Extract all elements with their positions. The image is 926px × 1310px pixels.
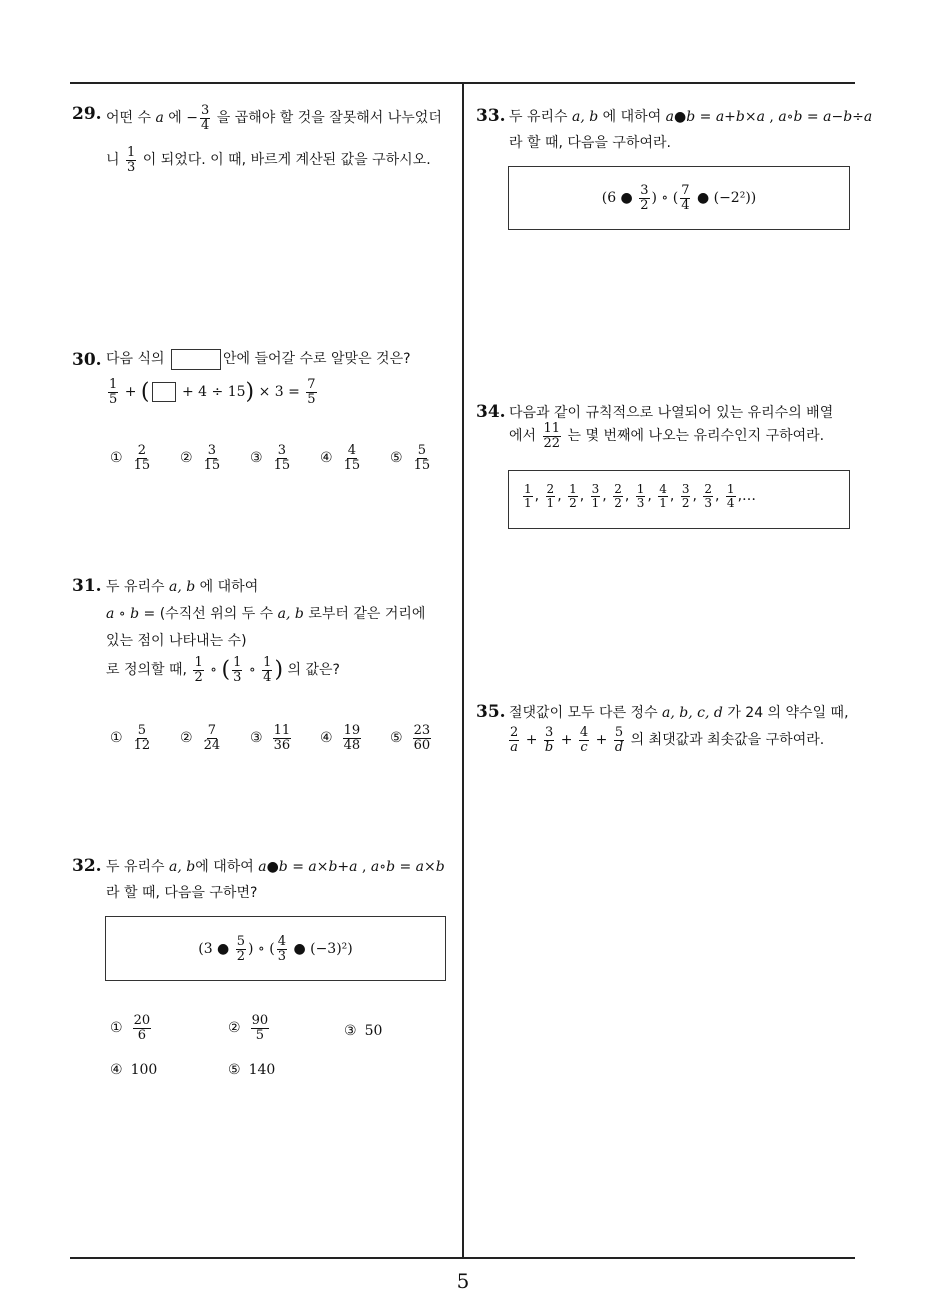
- question-text: 에서 $\frac{11}{22}$ 는 몇 번째에 나오는 유리수인지 구하여라.: [509, 421, 825, 451]
- question-number: 35.: [476, 702, 506, 722]
- option-3[interactable]: ③ $\frac{11}{36}$: [250, 723, 291, 753]
- fraction: $\frac{11}{22}$: [543, 421, 561, 451]
- expression: $\frac{2}{a}$ + $\frac{3}{b}$ + $\frac{4}{c}$ + $\frac{5}{d}$ 의 최댓값과 최솟값을 구하여라.: [510, 725, 825, 755]
- option-2[interactable]: ② $\frac{3}{15}$: [180, 443, 221, 473]
- fraction: $\frac{1}{2}$: [194, 655, 203, 685]
- option-4[interactable]: ④ 100: [110, 1062, 158, 1078]
- question-text: 다음과 같이 규칙적으로 나열되어 있는 유리수의 배열: [509, 405, 834, 421]
- sequence: $\frac{1}{1}$ , $\frac{2}{1}$ , $\frac{1}{2}$ , $\frac{3}{1}$ , $\frac{2}{2}$ , $\frac{1}{3}$ , $\frac{4}{1}$ , $\frac{3}{2}$ , $\frac{2}{3}$ , $\frac{1}{4}$ ,…: [524, 482, 757, 510]
- page-number: 5: [456, 1269, 470, 1293]
- expression: (3 ● $\frac{5}{2}$ ) ∘ ( $\frac{4}{3}$ ● (−3)²): [198, 934, 353, 964]
- expression: (6 ● $\frac{3}{2}$ ) ∘ ( $\frac{7}{4}$ ● (−2²)): [601, 183, 757, 213]
- fraction: $\frac{1}{3}$: [233, 655, 242, 685]
- question-text: 라 할 때, 다음을 구하면?: [106, 885, 258, 901]
- option-3[interactable]: ③ 50: [344, 1023, 383, 1039]
- question-text: 있는 점이 나타내는 수): [106, 633, 247, 649]
- question-number: 33.: [476, 106, 506, 126]
- expression: $\frac{1}{5}$ + ( + 4 ÷ 15) × 3 = $\frac{7}{5}$: [109, 377, 316, 407]
- expression-box: [508, 166, 850, 230]
- question-text: 절댓값이 모두 다른 정수 a, b, c, d 가 24 의 약수일 때,: [509, 705, 849, 721]
- option-2[interactable]: ② $\frac{7}{24}$: [180, 723, 221, 753]
- fraction: $\frac{3}{b}$: [544, 725, 554, 755]
- fraction: $\frac{5}{d}$: [614, 725, 624, 755]
- question-text: 어떤 수 a 에 − $\frac{3}{4}$ 을 곱해야 할 것을 잘못해서 나누었더: [106, 103, 442, 133]
- option-4[interactable]: ④ $\frac{19}{48}$: [320, 723, 361, 753]
- question-number: 31.: [72, 576, 102, 596]
- question-text: 두 유리수 a, b 에 대하여: [106, 579, 259, 595]
- option-1[interactable]: ① $\frac{20}{6}$: [110, 1013, 151, 1043]
- option-3[interactable]: ③ $\frac{3}{15}$: [250, 443, 291, 473]
- fraction: $\frac{3}{4}$: [201, 103, 210, 133]
- expression-box: [105, 916, 446, 981]
- bottom-rule: [70, 1257, 855, 1259]
- fraction: $\frac{4}{c}$: [579, 725, 589, 755]
- fraction: $\frac{7}{5}$: [307, 377, 316, 407]
- sequence-box: [508, 470, 850, 529]
- fraction: $\frac{1}{3}$: [126, 145, 136, 175]
- fraction: $\frac{1}{5}$: [109, 377, 118, 407]
- option-5[interactable]: ⑤ $\frac{5}{15}$: [390, 443, 431, 473]
- question-text: 니 $\frac{1}{3}$ 이 되었다. 이 때, 바르게 계산된 값을 구하시오.: [106, 145, 431, 175]
- blank-box: [171, 349, 221, 370]
- fraction: $\frac{2}{a}$: [510, 725, 519, 755]
- option-1[interactable]: ① $\frac{2}{15}$: [110, 443, 151, 473]
- option-2[interactable]: ② $\frac{90}{5}$: [228, 1013, 269, 1043]
- question-number: 32.: [72, 856, 102, 876]
- question-text: 로 정의할 때, $\frac{1}{2}$ ∘ ( $\frac{1}{3}$ ∘ $\frac{1}{4}$ ) 의 값은?: [106, 655, 340, 685]
- option-1[interactable]: ① $\frac{5}{12}$: [110, 723, 151, 753]
- blank-box: [152, 382, 176, 402]
- question-text: 라 할 때, 다음을 구하여라.: [509, 135, 671, 151]
- question-number: 34.: [476, 402, 506, 422]
- question-text: a ∘ b = (수직선 위의 두 수 a, b 로부터 같은 거리에: [106, 606, 426, 622]
- option-5[interactable]: ⑤ 140: [228, 1062, 276, 1078]
- column-divider: [462, 82, 464, 1258]
- question-number: 30.: [72, 350, 102, 370]
- fraction: $\frac{1}{4}$: [263, 655, 272, 685]
- question-text: 다음 식의 안에 들어갈 수로 알맞은 것은?: [106, 348, 411, 370]
- question-number: 29.: [72, 104, 102, 124]
- question-text: 두 유리수 a, b 에 대하여 a●b = a+b×a , a∘b = a−b÷a: [509, 109, 873, 125]
- option-4[interactable]: ④ $\frac{4}{15}$: [320, 443, 361, 473]
- question-text: 두 유리수 a, b에 대하여 a●b = a×b+a , a∘b = a×b: [106, 859, 445, 875]
- option-5[interactable]: ⑤ $\frac{23}{60}$: [390, 723, 431, 753]
